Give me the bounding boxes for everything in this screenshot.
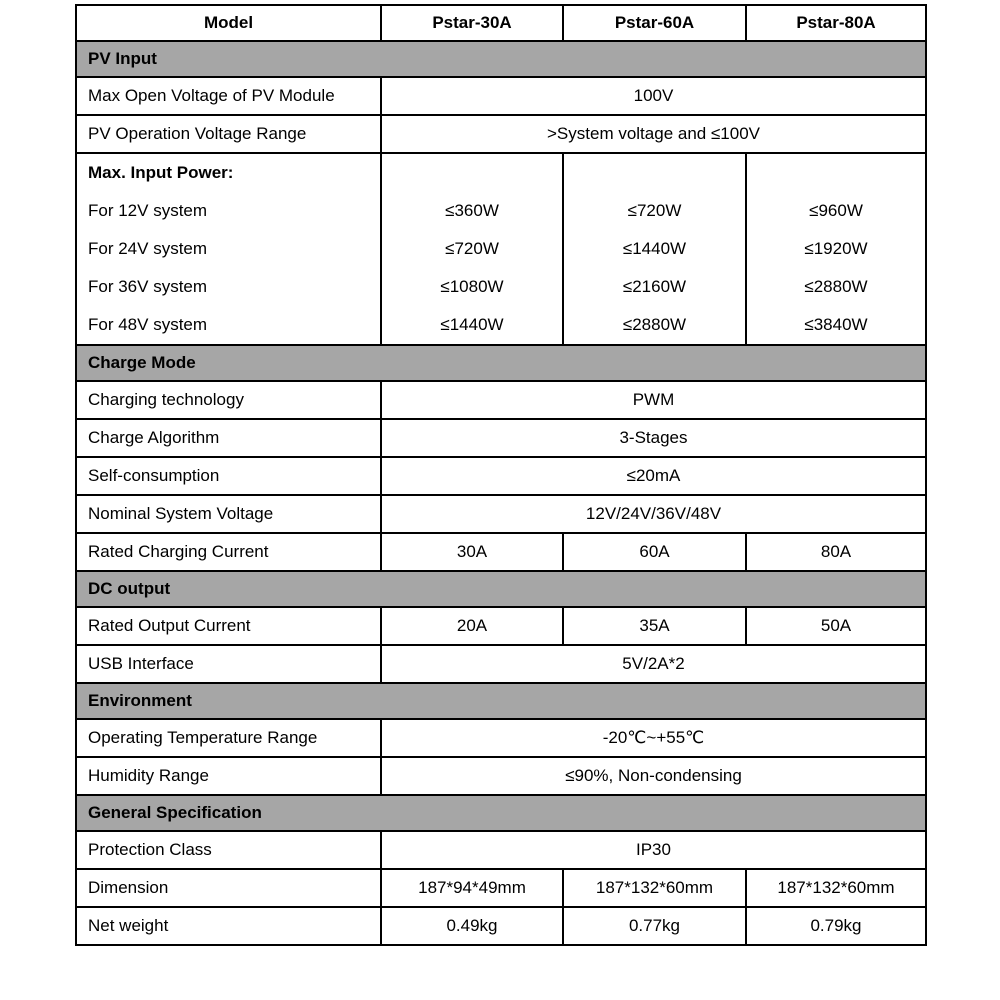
row-dimension xyxy=(76,869,926,907)
row-label: Net weight xyxy=(76,907,381,945)
max-input-power-labels xyxy=(76,153,381,345)
row-charging-technology xyxy=(76,381,926,419)
max-input-power-60a xyxy=(563,153,746,345)
row-value-60a: 60A xyxy=(563,533,746,571)
group-label-36v: For 36V system xyxy=(88,277,208,296)
row-label: Rated Output Current xyxy=(76,607,381,645)
group-value: ≤3840W xyxy=(804,315,868,334)
row-usb-interface xyxy=(76,645,926,683)
group-value: ≤720W xyxy=(627,201,682,220)
row-value-60a: 35A xyxy=(563,607,746,645)
row-self-consumption xyxy=(76,457,926,495)
group-value: ≤2160W xyxy=(622,277,687,296)
row-value: 3-Stages xyxy=(381,419,926,457)
section-environment xyxy=(76,683,926,719)
group-label-48v: For 48V system xyxy=(88,315,208,334)
group-label-12v: For 12V system xyxy=(88,201,208,220)
group-value: ≤360W xyxy=(445,201,499,220)
group-value: ≤960W xyxy=(809,201,863,220)
group-value: ≤2880W xyxy=(622,315,687,334)
row-value: >System voltage and ≤100V xyxy=(381,115,926,153)
row-label: PV Operation Voltage Range xyxy=(76,115,381,153)
section-dc-output xyxy=(76,571,926,607)
section-charge-mode xyxy=(76,345,926,381)
group-title: Max. Input Power: xyxy=(88,163,234,182)
group-value: ≤720W xyxy=(445,239,499,258)
row-value-30a: 0.49kg xyxy=(381,907,563,945)
row-nominal-system-voltage xyxy=(76,495,926,533)
row-value-80a: 80A xyxy=(746,533,926,571)
group-value: ≤1440W xyxy=(622,239,687,258)
row-protection-class xyxy=(76,831,926,869)
row-label: Dimension xyxy=(76,869,381,907)
row-pv-operation-range xyxy=(76,115,926,153)
row-charge-algorithm xyxy=(76,419,926,457)
row-value: IP30 xyxy=(381,831,926,869)
row-value-80a: 0.79kg xyxy=(746,907,926,945)
row-value-60a: 0.77kg xyxy=(563,907,746,945)
row-label: Rated Charging Current xyxy=(76,533,381,571)
row-net-weight xyxy=(76,907,926,945)
group-value: ≤2880W xyxy=(804,277,868,296)
section-title-environment: Environment xyxy=(76,683,926,719)
row-value: 100V xyxy=(381,77,926,115)
row-label: Humidity Range xyxy=(76,757,381,795)
row-value-30a: 20A xyxy=(381,607,563,645)
section-general-specification xyxy=(76,795,926,831)
header-pstar-60a: Pstar-60A xyxy=(563,5,746,41)
group-value: ≤1440W xyxy=(440,315,504,334)
row-value-60a: 187*132*60mm xyxy=(563,869,746,907)
header-model: Model xyxy=(76,5,381,41)
row-rated-charging-current xyxy=(76,533,926,571)
row-max-open-voltage xyxy=(76,77,926,115)
row-value: -20℃~+55℃ xyxy=(381,719,926,757)
header-pstar-30a: Pstar-30A xyxy=(381,5,563,41)
section-title-charge-mode: Charge Mode xyxy=(76,345,926,381)
header-row xyxy=(76,5,926,41)
row-value-30a: 187*94*49mm xyxy=(381,869,563,907)
row-value: 12V/24V/36V/48V xyxy=(381,495,926,533)
row-rated-output-current xyxy=(76,607,926,645)
row-label: Charging technology xyxy=(76,381,381,419)
row-operating-temperature xyxy=(76,719,926,757)
header-pstar-80a: Pstar-80A xyxy=(746,5,926,41)
row-label: Nominal System Voltage xyxy=(76,495,381,533)
group-spacer xyxy=(564,154,745,192)
row-label: Charge Algorithm xyxy=(76,419,381,457)
row-max-input-power xyxy=(76,153,926,345)
row-value-80a: 50A xyxy=(746,607,926,645)
row-value-30a: 30A xyxy=(381,533,563,571)
spec-table xyxy=(75,4,927,946)
section-title-pv-input: PV Input xyxy=(76,41,926,77)
row-value: ≤20mA xyxy=(381,457,926,495)
group-spacer xyxy=(382,154,562,192)
section-title-general-specification: General Specification xyxy=(76,795,926,831)
row-humidity-range xyxy=(76,757,926,795)
row-value: ≤90%, Non-condensing xyxy=(381,757,926,795)
row-value-80a: 187*132*60mm xyxy=(746,869,926,907)
row-label: USB Interface xyxy=(76,645,381,683)
row-label: Protection Class xyxy=(76,831,381,869)
row-label: Self-consumption xyxy=(76,457,381,495)
group-value: ≤1080W xyxy=(440,277,504,296)
row-label: Operating Temperature Range xyxy=(76,719,381,757)
row-value: 5V/2A*2 xyxy=(381,645,926,683)
section-title-dc-output: DC output xyxy=(76,571,926,607)
row-label: Max Open Voltage of PV Module xyxy=(76,77,381,115)
max-input-power-30a xyxy=(381,153,563,345)
group-spacer xyxy=(747,154,925,192)
group-label-24v: For 24V system xyxy=(88,239,208,258)
max-input-power-80a xyxy=(746,153,926,345)
section-pv-input xyxy=(76,41,926,77)
row-value: PWM xyxy=(381,381,926,419)
group-value: ≤1920W xyxy=(804,239,868,258)
